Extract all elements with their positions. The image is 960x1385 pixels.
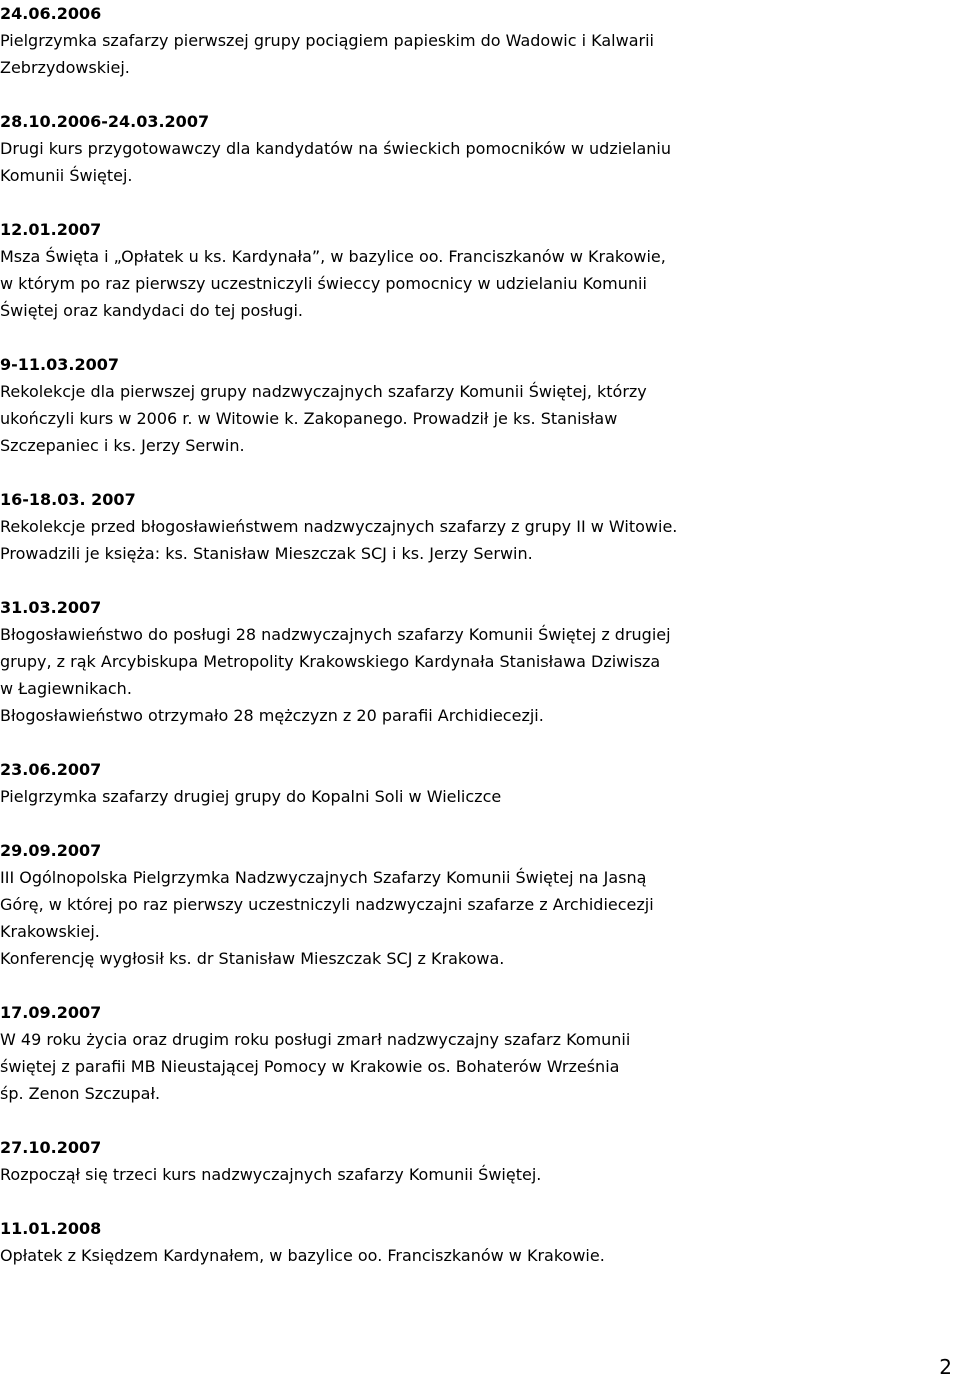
entry-date: 27.10.2007: [0, 1138, 102, 1157]
entry-text-line: Pielgrzymka szafarzy drugiej grupy do Kopalni Soli w Wieliczce: [0, 787, 502, 806]
chronicle-entry: [0, 999, 955, 1107]
entry-text-line: Drugi kurs przygotowawczy dla kandydatów na świeckich pomocników w udzielaniu: [0, 139, 671, 158]
chronicle-entry: [0, 594, 955, 729]
chronicle-entry: [0, 837, 955, 972]
chronicle-entry: [0, 351, 955, 459]
entry-text-line: Komunii Świętej.: [0, 166, 133, 185]
chronicle-entry: [0, 1134, 955, 1188]
entry-date: 23.06.2007: [0, 760, 102, 779]
entry-text-line: Szczepaniec i ks. Jerzy Serwin.: [0, 436, 245, 455]
entry-date: 12.01.2007: [0, 220, 102, 239]
entry-text-line: Msza Święta i „Opłatek u ks. Kardynała”, w bazylice oo. Franciszkanów w Krakowie,: [0, 247, 666, 266]
entry-date: 11.01.2008: [0, 1219, 102, 1238]
entry-date: 28.10.2006-24.03.2007: [0, 112, 210, 131]
chronicle-entry: [0, 0, 955, 81]
entry-text-line: Konferencję wygłosił ks. dr Stanisław Mieszczak SCJ z Krakowa.: [0, 949, 505, 968]
entry-text-line: w którym po raz pierwszy uczestniczyli świeccy pomocnicy w udzielaniu Komunii: [0, 274, 647, 293]
page-number: 2: [939, 1355, 952, 1379]
entry-text-line: Błogosławieństwo otrzymało 28 mężczyzn z 20 parafii Archidiecezji.: [0, 706, 544, 725]
entry-text-line: Rekolekcje dla pierwszej grupy nadzwyczajnych szafarzy Komunii Świętej, którzy: [0, 382, 647, 401]
entry-text-line: Świętej oraz kandydaci do tej posługi.: [0, 301, 304, 320]
entry-text-line: Rozpoczął się trzeci kurs nadzwyczajnych szafarzy Komunii Świętej.: [0, 1165, 542, 1184]
entry-text-line: Prowadzili je księża: ks. Stanisław Mieszczak SCJ i ks. Jerzy Serwin.: [0, 544, 533, 563]
entry-text-line: III Ogólnopolska Pielgrzymka Nadzwyczajnych Szafarzy Komunii Świętej na Jasną: [0, 868, 647, 887]
entry-date: 29.09.2007: [0, 841, 102, 860]
entry-date: 16-18.03. 2007: [0, 490, 136, 509]
entry-text-line: Opłatek z Księdzem Kardynałem, w bazylice oo. Franciszkanów w Krakowie.: [0, 1246, 605, 1265]
entry-text-line: Zebrzydowskiej.: [0, 58, 130, 77]
chronicle-entry: [0, 1215, 955, 1269]
chronicle-entry: [0, 108, 955, 189]
chronicle-entry: [0, 216, 955, 324]
entry-date: 9-11.03.2007: [0, 355, 119, 374]
entry-text-line: W 49 roku życia oraz drugim roku posługi zmarł nadzwyczajny szafarz Komunii: [0, 1030, 631, 1049]
entry-text-line: Krakowskiej.: [0, 922, 100, 941]
entry-text-line: Pielgrzymka szafarzy pierwszej grupy pociągiem papieskim do Wadowic i Kalwarii: [0, 31, 654, 50]
entry-text-line: świętej z parafii MB Nieustającej Pomocy w Krakowie os. Bohaterów Września: [0, 1057, 620, 1076]
entry-text-line: grupy, z rąk Arcybiskupa Metropolity Krakowskiego Kardynała Stanisława Dziwisza: [0, 652, 661, 671]
entry-text-line: Górę, w której po raz pierwszy uczestniczyli nadzwyczajni szafarze z Archidiecezji: [0, 895, 654, 914]
chronicle-entry: [0, 756, 955, 810]
entry-text-line: ukończyli kurs w 2006 r. w Witowie k. Zakopanego. Prowadził je ks. Stanisław: [0, 409, 618, 428]
entry-text-line: śp. Zenon Szczupał.: [0, 1084, 161, 1103]
chronicle-entry: [0, 486, 955, 567]
entry-text-line: Błogosławieństwo do posługi 28 nadzwyczajnych szafarzy Komunii Świętej z drugiej: [0, 625, 671, 644]
entry-date: 31.03.2007: [0, 598, 102, 617]
entry-text-line: Rekolekcje przed błogosławieństwem nadzwyczajnych szafarzy z grupy II w Witowie.: [0, 517, 678, 536]
entry-text-line: w Łagiewnikach.: [0, 679, 132, 698]
entry-date: 17.09.2007: [0, 1003, 102, 1022]
entry-date: 24.06.2006: [0, 4, 102, 23]
